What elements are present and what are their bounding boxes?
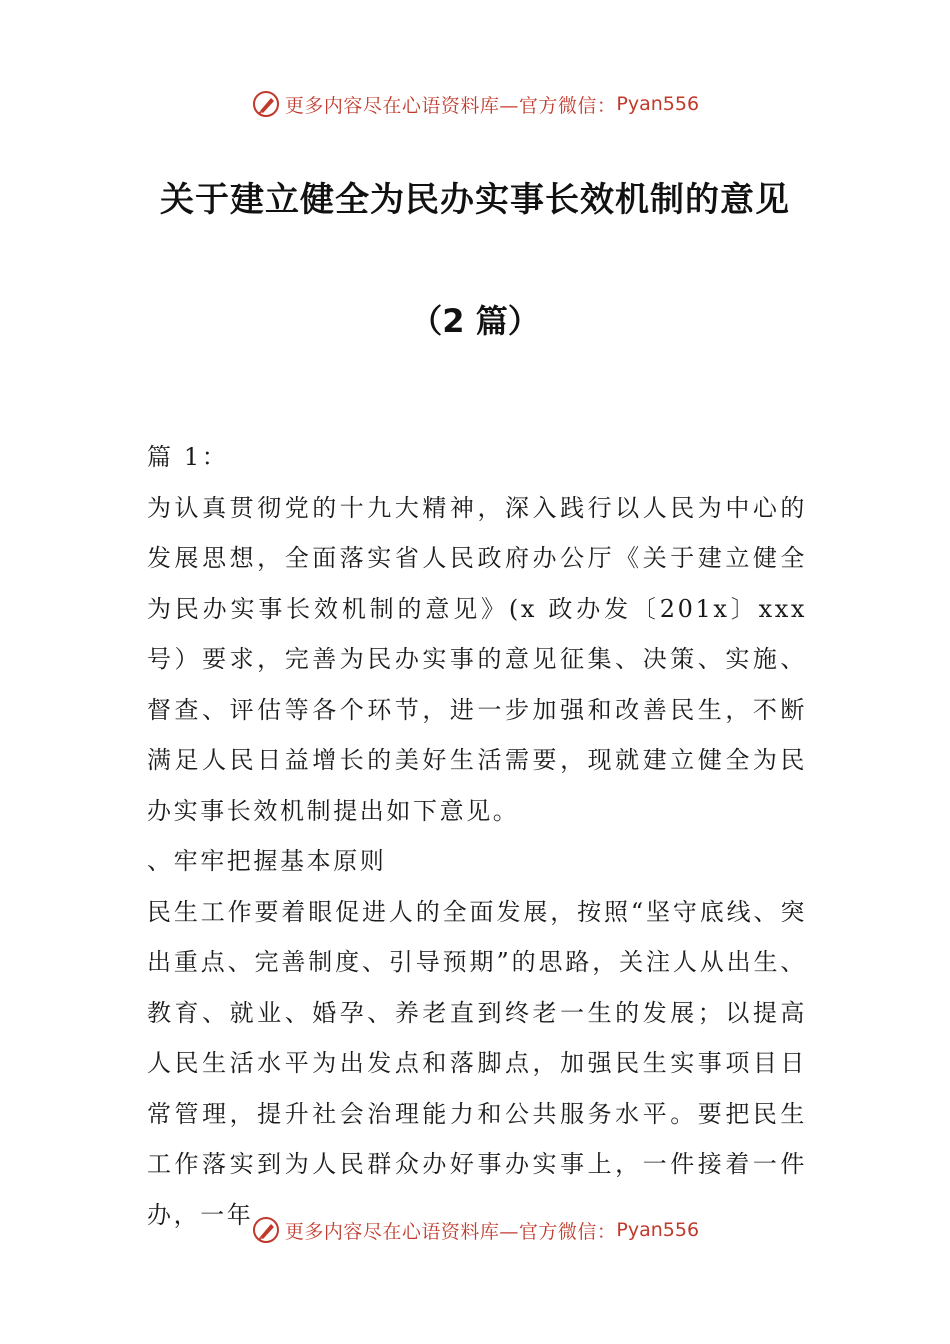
header-banner-text: 更多内容尽在心语资料库—官方微信： <box>284 94 617 117</box>
section-label: 篇 1： <box>147 443 229 471</box>
section-heading: 、牢牢把握基本原则 <box>147 847 387 875</box>
footer-banner <box>0 1212 950 1248</box>
paragraph: 为认真贯彻党的十九大精神，深入践行以人民为中心的发展思想，全面落实省人民政府办公厅《关于建立健全为民办实事长效机制的意见》(x 政办发〔201x〕xxx 号）要求，完善为民办实事的意见征集、决策、实施、督查、评估等各个环节，进一步加强和改善民生，不断满足人民日益增长的美好生活需要，现就建立健全为民办实事长效机制提出如下意见。 <box>147 493 807 825</box>
header-banner-handle: Pyan556 <box>616 93 700 115</box>
pen-nib-logo-icon <box>251 1215 281 1245</box>
document-title: 关于建立健全为民办实事长效机制的意见 <box>160 180 790 220</box>
footer-banner-text: 更多内容尽在心语资料库—官方微信： <box>284 1220 617 1243</box>
document-subtitle: （2 篇） <box>410 302 540 340</box>
header-banner <box>0 86 950 122</box>
pen-nib-logo-icon <box>251 89 281 119</box>
paragraph: 民生工作要着眼促进人的全面发展，按照“坚守底线、突出重点、完善制度、引导预期”的思路，关注人从出生、教育、就业、婚孕、养老直到终老一生的发展；以提高人民生活水平为出发点和落脚点，加强民生实事项目日常管理，提升社会治理能力和公共服务水平。要把民生工作落实到为人民群众办好事办实事上，一件接着一件办，一年 <box>147 897 807 1229</box>
document-body <box>147 432 807 1240</box>
footer-banner-handle: Pyan556 <box>616 1219 700 1241</box>
